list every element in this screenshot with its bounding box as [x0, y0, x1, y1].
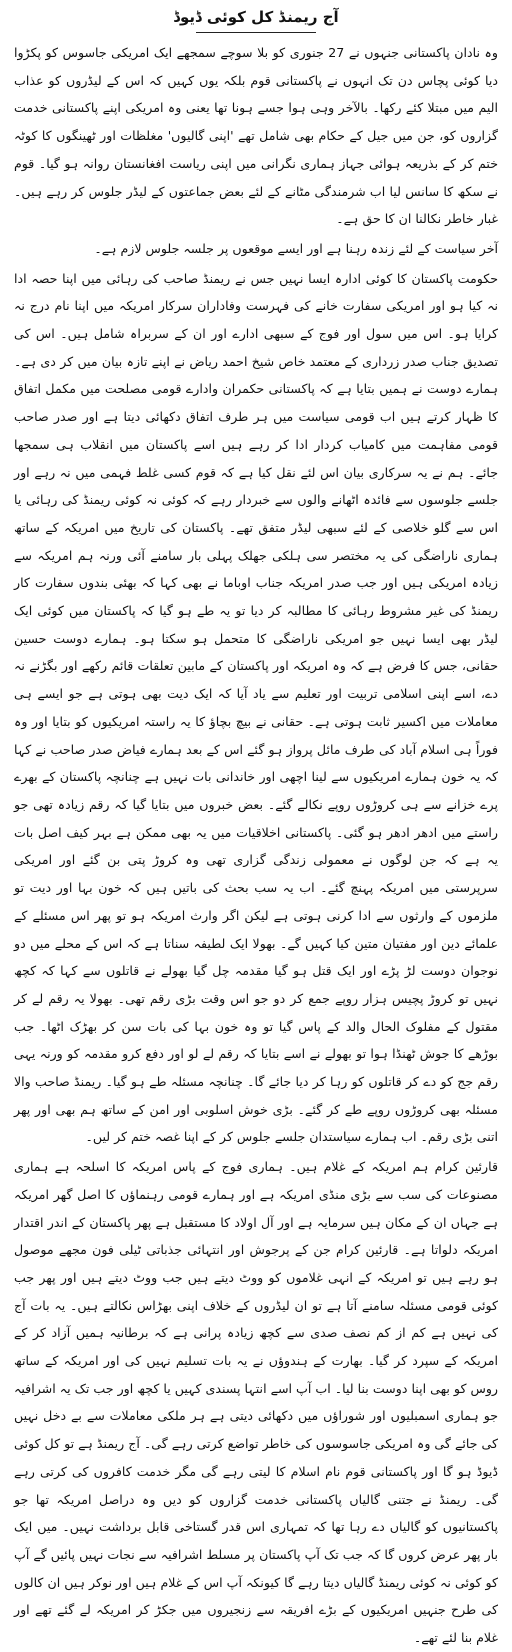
paragraph-2: آخر سیاست کے لئے زندہ رہنا ہے اور ایسے موقعوں پر جلسہ جلوس لازم ہے۔	[94, 240, 498, 256]
paragraph-4: قارئین کرام ہم امریکہ کے غلام ہیں۔ ہماری فوج کے پاس امریکہ کا اسلحہ ہے ہماری مصنوعات کی سب سے بڑی منڈی امریکہ ہے اور ہمارے قومی رہنماؤں کا اصل گھر امریکہ ہے جہاں ان کے مکان ہیں سرمایہ ہے اور آل اولاد کا مستقبل ہے پھر پاکستان کے اندر اقتدار امریکہ دلواتا ہے۔ قارئین کرام جن کے پرجوش اور انتہائی جذباتی ٹیلی فون مجھے موصول ہو رہے ہیں تو امریکہ کے انہی غلاموں کو ووٹ دیتے ہیں جب ووٹ دیتے ہیں اور پھر جب کوئی قومی مسئلہ سامنے آتا ہے تو ان لیڈروں کے خلاف اپنی بھڑاس نکالتے ہیں۔ یہ بات آج کی نہیں ہے کم از کم نصف صدی سے کچھ زیادہ پرانی ہے کہ برطانیہ ہمیں آزاد کر کے امریکہ کے سپرد کر گیا۔ بھارت کے ہندوؤں نے یہ بات تسلیم نہیں کی اور امریکہ کے ساتھ روس کو بھی اپنا دوست بنا لیا۔ اب آپ اسے انتہا پسندی کہیں یا کچھ اور جب تک یہ اشرافیہ جو ہماری اسمبلیوں اور شوراؤں میں دکھائی دیتی ہے ہر ملکی معاملات سے بے دخل نہیں کی جائے گی وہ امریکی جاسوسوں کی خاطر تواضع کرتی رہے گی۔ آج ریمنڈ ہے تو کل کوئی ڈیوڈ ہو گا اور پاکستانی قوم نام اسلام کا لیتی رہے گی مگر خدمت کافروں کی کرتی رہے گی۔ ریمنڈ نے جتنی گالیاں پاکستانی خدمت گزاروں کو دیں وہ دراصل امریکہ تھا جو پاکستانیوں کو گالیاں دے رہا تھا کہ تمہاری اس قدر گستاخی قابل برداشت نہیں۔ میں ایک بار پھر عرض کروں گا کہ جب تک آپ پاکستان پر مسلط اشرافیہ سے نجات نہیں پائیں گے آپ کو کوئی نہ کوئی ریمنڈ گالیاں دیتا رہے گا کیونکہ آپ اس کے غلام ہیں اور نوکر ہیں ان کالوں کی طرح جنہیں امریکیوں کے بڑے افریقہ سے زنجیروں میں جکڑ کر امریکہ لے گئے تھے اور غلام بنا لئے تھے۔	[14, 1159, 498, 1646]
headline-underline	[196, 32, 316, 33]
headline-block	[14, 6, 498, 33]
paragraph-1: وہ نادان پاکستانی جنہوں نے 27 جنوری کو بلا سوچے سمجھے ایک امریکی جاسوس کو پکڑوا دیا کوئی پچاس دن تک انہوں نے پاکستانی قوم بلکہ یوں کہیں کہ اس کے لیڈروں کو عذاب الیم میں مبتلا کئے رکھا۔ بالآخر وہی ہوا جسے ہونا تھا یعنی وہ امریکی اپنے پاکستانی خدمت گزاروں کو، جن میں جیل کے حکام بھی شامل تھے 'اپنی گالیوں' مغلظات اور ٹھینگوں کا کوٹہ ختم کر کے بذریعہ ہوائی جہاز ہماری نگرانی میں اپنی ریاست افغانستان روانہ ہو گیا۔ قوم نے سکھ کا سانس لیا اب شرمندگی مٹانے کے لئے بعض جماعتوں کے لیڈر جلوس کر رہے ہیں۔ غبار خاطر نکالنا ان کا حق ہے۔	[14, 45, 498, 227]
paragraph-3: حکومت پاکستان کا کوئی ادارہ ایسا نہیں جس نے ریمنڈ صاحب کی رہائی میں اپنا حصہ ادا نہ کیا ہو اور امریکی سفارت خانے کی فہرست وفاداران سرکار امریکہ میں اپنا نام درج نہ کرایا ہو۔ اس میں سول اور فوج کے سبھی ادارے اور ان کے سربراہ شامل ہیں۔ اس کی تصدیق جناب صدر زرداری کے معتمد خاص شیخ احمد ریاض نے اپنے تازہ بیان میں کر دی ہے۔ ہمارے دوست نے ہمیں بتایا ہے کہ پاکستانی حکمران وادارے قومی مصلحت میں مکمل اتفاق کا ظہار کرتے ہیں اب قومی سیاست میں ہر طرف اتفاق دکھائی دیتا ہے اور صدر صاحب قومی مفاہمت میں کامیاب کردار ادا کر رہے ہیں اسے پاکستان میں انقلاب ہی سمجھا جائے۔ ہم نے یہ سرکاری بیان اس لئے نقل کیا ہے کہ قوم کسی غلط فہمی میں نہ رہے اور جلسے جلوسوں سے فائدہ اٹھانے والوں سے خبردار رہے کہ کوئی نہ کوئی ریمنڈ کی رہائی یا اس سے گلو خلاصی کے لئے سبھی لیڈر متفق تھے۔ پاکستان کی تاریخ میں امریکہ کے ساتھ ہماری ناراضگی کی یہ مختصر سی ہلکی جھلک پہلی بار سامنے آئی ورنہ ہم امریکہ سے زیادہ امریکی ہیں اور جب صدر امریکہ جناب اوباما نے بھی کہا کہ بھئی بندوں سفارت کار ریمنڈ کی غیر مشروط رہائی کا مطالبہ کر دیا تو یہ طے ہو گیا کہ پاکستان میں کوئی ایک لیڈر بھی ایسا نہیں جو امریکی ناراضگی کا متحمل ہو سکتا ہو۔ ہمارے دوست حسین حقانی، جس کا فرض ہے کہ وہ امریکہ اور پاکستان کے مابین تعلقات قائم رکھے اور بگڑنے نہ دے، اسے اپنی اسلامی تربیت اور تعلیم سے یاد آیا کہ ایک دیت بھی ہوتی ہے جو ایسے ہی معاملات میں اکسیر ثابت ہوتی ہے۔ حقانی نے بیچ بچاؤ کا یہ راستہ امریکیوں کو بتایا اور وہ فوراً ہی اسلام آباد کی طرف مائل پرواز ہو گئے اس کے بعد ہمارے فیاض صدر صاحب نے کہا کہ یہ خون ہمارے امریکیوں سے لینا اچھی اور خاندانی بات نہیں ہے چنانچہ پاکستان کے بھرے پرے خزانے سے ہی کروڑوں روپے نکالے گئے۔ بعض خبروں میں بتایا گیا کہ رقم زیادہ تھی جو راستے میں ادھر ادھر ہو گئی۔ پاکستانی اخلاقیات میں یہ بھی ممکن ہے بہر کیف اصل بات یہ ہے کہ جن لوگوں نے معمولی زندگی گزاری تھی وہ کروڑ پتی بن گئے اور امریکی سرپرستی میں امریکہ پہنچ گئے۔ اب یہ سب بحث کی باتیں ہیں کہ خون بہا اور دیت تو ملزموں کے وارثوں سے ادا کرنی ہوتی ہے لیکن اگر وارث امریکہ ہو تو پھر اس مسئلے کے علمائے دین اور مفتیان متین کیا کہیں گے۔ بھولا ایک لطیفہ سناتا ہے کہ اس کے محلے میں دو نوجوان دوست لڑ پڑے اور ایک قتل ہو گیا مقدمہ چل گیا بھولے نے قاتلوں سے کہا کہ کچھ نہیں تو کروڑ پچیس ہزار روپے جمع کر دو جو اس وقت بڑی رقم تھی۔ بھولا یہ رقم لے کر مقتول کے مفلوک الحال والد کے پاس گیا تو وہ خون بہا کی بات سن کر بھڑک اٹھا۔ جب بوڑھے کا جوش ٹھنڈا ہوا تو بھولے نے اسے بتایا کہ رقم لے لو اور دفع کرو مقدمہ کو ورنہ یہی رقم جج کو دے کر قاتلوں کو رہا کر دیا جائے گا۔ چنانچہ مسئلہ طے ہو گیا۔ ریمنڈ صاحب والا مسئلہ بھی کروڑوں روپے طے کر گئے۔ بڑی خوش اسلوبی اور امن کے ساتھ ہم بھی اور پھر اتنی بڑی رقم۔ اب ہمارے سیاستدان جلسے جلوس کر کے اپنا غصہ ختم کر لیں۔	[14, 270, 498, 1145]
article-headline: آج ریمنڈ کل کوئی ڈیوڈ	[173, 8, 339, 26]
